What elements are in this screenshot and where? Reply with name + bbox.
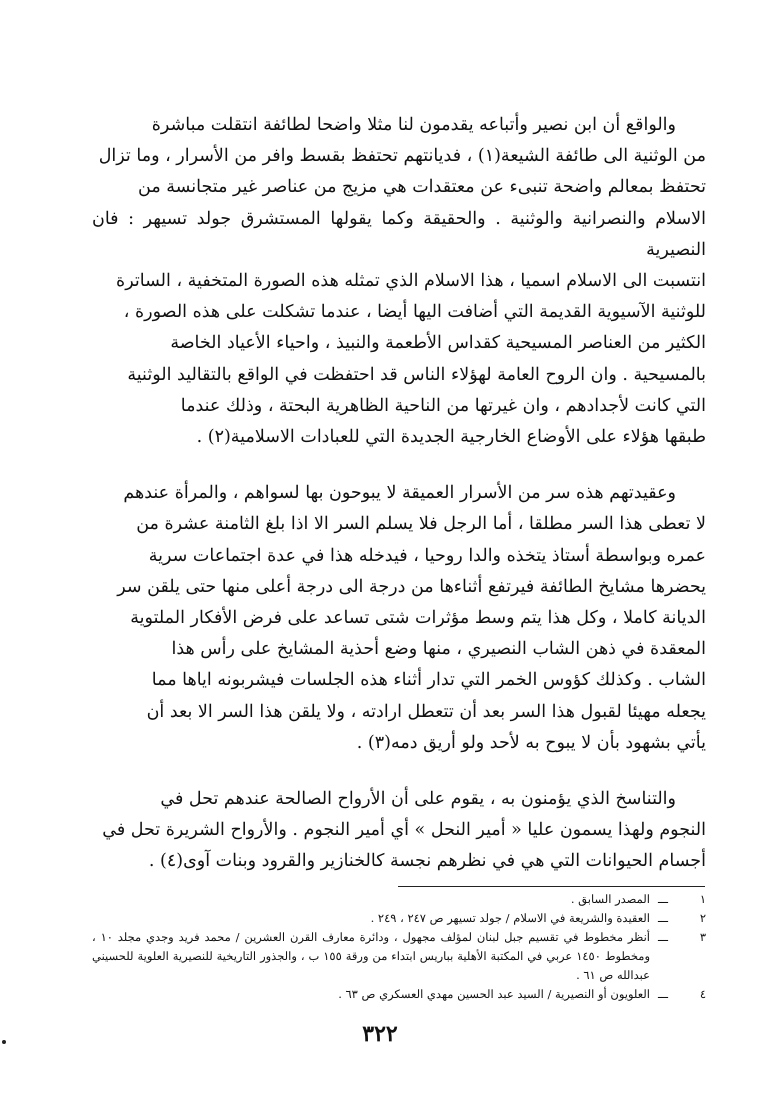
text-line: من الوثنية الى طائفة الشيعة(١) ، فديانتهم تحتفظ بقسط وافر من الأسرار ، وما تزال — [98, 146, 706, 167]
footnote-number: ٤ — [699, 987, 706, 1001]
footnote-text: العلويون أو النصيرية / السيد عبد الحسين مهدي العسكري ص ٦٣ . — [338, 987, 650, 1001]
text-line: النجوم ولهذا يسمون عليا « أمير النحل » أي أمير النجوم . والأرواح الشريرة تحل في — [102, 820, 706, 841]
text-line: يأتي بشهود بأن لا يبوح به لأحد ولو أريق دمه(٣) . — [356, 732, 706, 753]
text-line: انتسبت الى الاسلام اسميا ، هذا الاسلام الذي تمثله هذه الصورة المتخفية ، الساترة — [116, 271, 706, 292]
text-line: أجسام الحيوانات التي هي في نظرهم نجسة كالخنازير والقرود وبنات آوى(٤) . — [148, 851, 706, 872]
text-line: عمره وبواسطة أستاذ يتخذه والدا روحيا ، فيدخله هذا في عدة اجتماعات سرية — [148, 545, 706, 566]
footnote-separator — [398, 886, 705, 887]
text-line: بالمسيحية . وان الروح العامة لهؤلاء الناس قد احتفظت في الواقع بالتقاليد الوثنية — [127, 364, 706, 385]
footnote-dash: ـــ — [657, 911, 669, 925]
text-line: الكثير من العناصر المسيحية كقداس الأطعمة والنبيذ ، واحياء الأعياد الخاصة — [170, 333, 706, 354]
text-line: والتناسخ الذي يؤمنون به ، يقوم على أن الأرواح الصالحة عندهم تحل في — [160, 789, 676, 810]
page-number: ٣٢٢ — [362, 1021, 398, 1047]
text-line: طبقها هؤلاء على الأوضاع الخارجية الجديدة التي للعبادات الاسلامية(٢) . — [196, 427, 706, 448]
footnote-text: المصدر السابق . — [570, 892, 650, 906]
footnote — [92, 890, 706, 909]
text-line: يجعله مهيئا لقبول هذا السر بعد أن تتعطل ارادته ، ولا يلقن هذا السر الا بعد أن — [146, 701, 706, 722]
paragraph-1 — [92, 110, 706, 453]
text-line: التي كانت لأجدادهم ، وان غيرتها من الناحية الظاهرية البحتة ، وذلك عندما — [180, 395, 706, 416]
text-line: وعقيدتهم هذه سر من الأسرار العميقة لا يبوحون بها لسواهم ، والمرأة عندهم — [123, 483, 676, 504]
scan-mark — [2, 1040, 6, 1044]
footnote-number: ١ — [699, 892, 706, 906]
text-line: للوثنية الآسيوية القديمة التي أضافت اليها أيضا ، عندما تشكلت على هذه الصورة ، — [123, 302, 706, 323]
footnote — [92, 909, 706, 928]
footnote-dash: ـــ — [657, 892, 669, 906]
footnote — [92, 985, 706, 1004]
paragraph-2 — [92, 478, 706, 759]
text-line: الاسلام والنصرانية والوثنية . والحقيقة وكما يقولها المستشرق جولد تسيهر : فان النصيرية — [92, 208, 706, 260]
footnote-text: العقيدة والشريعة في الاسلام / جولد تسيهر ص ٢٤٧ ، ٢٤٩ . — [370, 911, 650, 925]
text-line: لا تعطى هذا السر مطلقا ، أما الرجل فلا يسلم السر الا اذا بلغ الثامنة عشرة من — [136, 514, 706, 535]
text-line: يحضرها مشايخ الطائفة فيرتفع أثناءها من درجة الى درجة أعلى منها حتى يلقن سر — [117, 576, 706, 597]
footnote-text: أنظر مخطوط في تقسيم جبل لبنان لمؤلف مجهول ، ودائرة معارف القرن العشرين / محمد فريد وجدي مجلد ١٠ ، ومخطوط ١٤٥٠ عربي في المكتبة الأهلية بباريس ابتداء من ورقة ١٥٥ ب ، والجذور التاريخية للنصيرية العلوية للحسيني عبدالله ص ٦١ . — [92, 930, 650, 982]
footnote — [92, 928, 706, 985]
paragraph-3 — [92, 784, 706, 878]
footnotes — [92, 890, 706, 1004]
footnote-number: ٢ — [699, 911, 706, 925]
text-line: تحتفظ بمعالم واضحة تنبىء عن معتقدات هي مزيج من عناصر غير متجانسة من — [138, 177, 706, 198]
text-line: الشاب . وكذلك كؤوس الخمر التي تدار أثناء هذه الجلسات فيشربونه اياها مما — [151, 670, 706, 691]
footnote-dash: ـــ — [657, 930, 669, 944]
footnote-number: ٣ — [699, 930, 706, 944]
text-line: الديانة كاملا ، وكل هذا يتم وسط مؤثرات شتى تساعد على فرض الأفكار الملتوية — [130, 608, 706, 629]
text-line: المعقدة في ذهن الشاب النصيري ، منها وضع أحذية المشايخ على رأس هذا — [171, 639, 706, 660]
text-line: والواقع أن ابن نصير وأتباعه يقدمون لنا مثلا واضحا لطائفة انتقلت مباشرة — [151, 115, 676, 135]
main-text — [92, 110, 706, 903]
footnote-dash: ـــ — [657, 987, 669, 1001]
